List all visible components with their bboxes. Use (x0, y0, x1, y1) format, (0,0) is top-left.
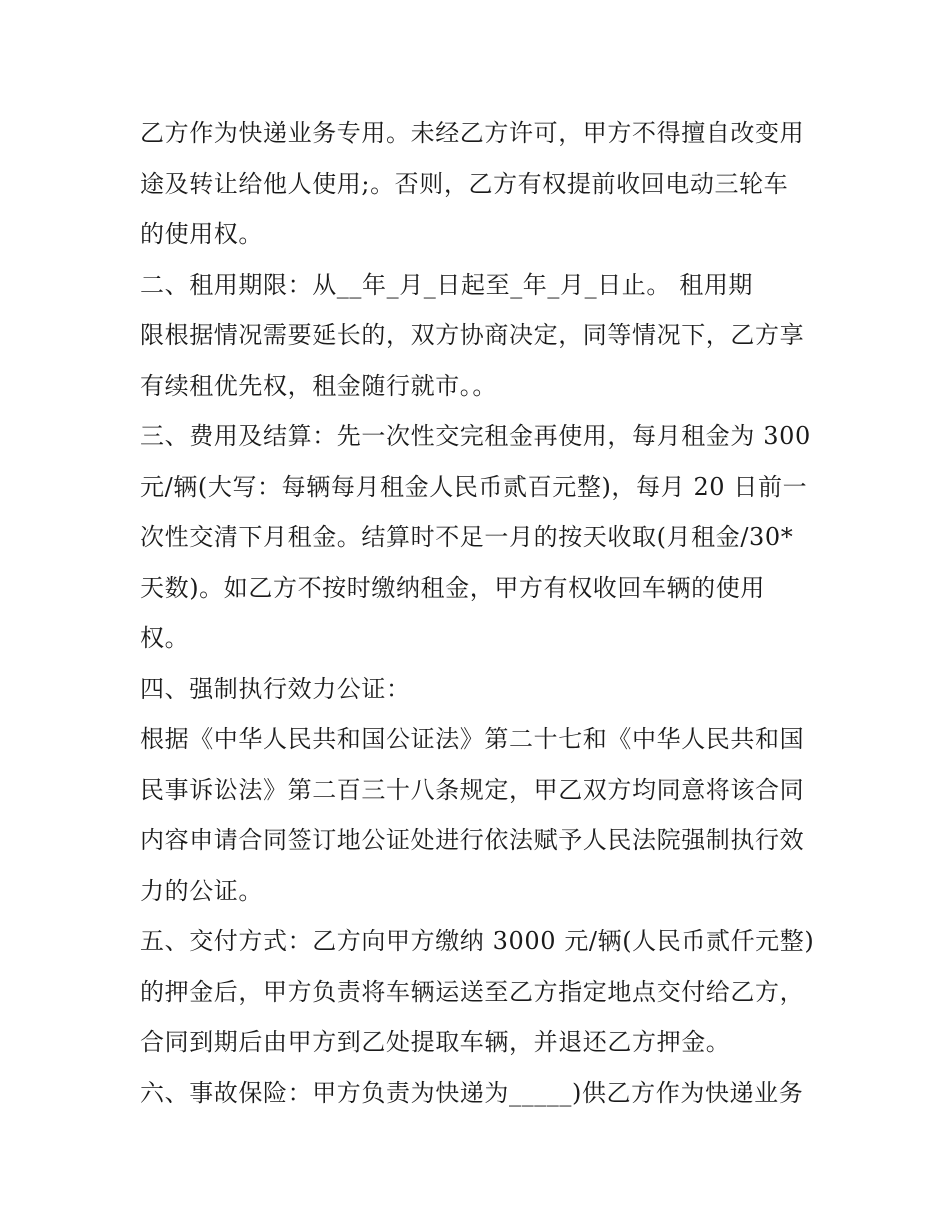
section-2-heading-line: 二、租用期限：从__年_月_日起至_年_月_日止。 租用期 (140, 270, 754, 299)
text-line: 的使用权。 (140, 220, 263, 248)
text-line: 有续租优先权，租金随行就市。。 (140, 371, 497, 400)
text-line: 乙方作为快递业务专用。未经乙方许可，甲方不得擅自改变用 (140, 119, 805, 147)
text-line: 途及转让给他人使用;。否则，乙方有权提前收回电动三轮车 (140, 169, 789, 198)
text-line: 元/辆(大写：每辆每月租金人民币贰百元整)，每月 20 日前一 (140, 472, 808, 501)
contract-text (140, 108, 820, 1118)
section-3-heading-line: 三、费用及结算：先一次性交完租金再使用，每月租金为 300 (140, 422, 811, 450)
section-6-heading-line: 六、事故保险：甲方负责为快递为_____)供乙方作为快递业务 (140, 1078, 804, 1107)
text-line: 权。 (140, 624, 190, 652)
text-line: 根据《中华人民共和国公证法》第二十七和《中华人民共和国 (140, 725, 805, 753)
text-line: 天数)。如乙方不按时缴纳租金，甲方有权收回车辆的使用 (140, 573, 765, 602)
text-line: 限根据情况需要延长的，双方协商决定，同等情况下，乙方享 (140, 321, 805, 349)
section-5-heading-line: 五、交付方式：乙方向甲方缴纳 3000 元/辆(人民币贰仟元整) (140, 927, 815, 955)
text-line: 的押金后，甲方负责将车辆运送至乙方指定地点交付给乙方， (140, 977, 805, 1006)
text-line: 力的公证。 (140, 876, 263, 905)
section-4-heading: 四、强制执行效力公证： (140, 674, 411, 703)
text-line: 次性交清下月租金。结算时不足一月的按天收取(月租金/30* (140, 523, 794, 551)
text-line: 合同到期后由甲方到乙处提取车辆，并退还乙方押金。 (140, 1028, 731, 1056)
text-line: 内容申请合同签订地公证处进行依法赋予人民法院强制执行效 (140, 826, 805, 854)
text-line: 民事诉讼法》第二百三十八条规定，甲乙双方均同意将该合同 (140, 775, 805, 804)
